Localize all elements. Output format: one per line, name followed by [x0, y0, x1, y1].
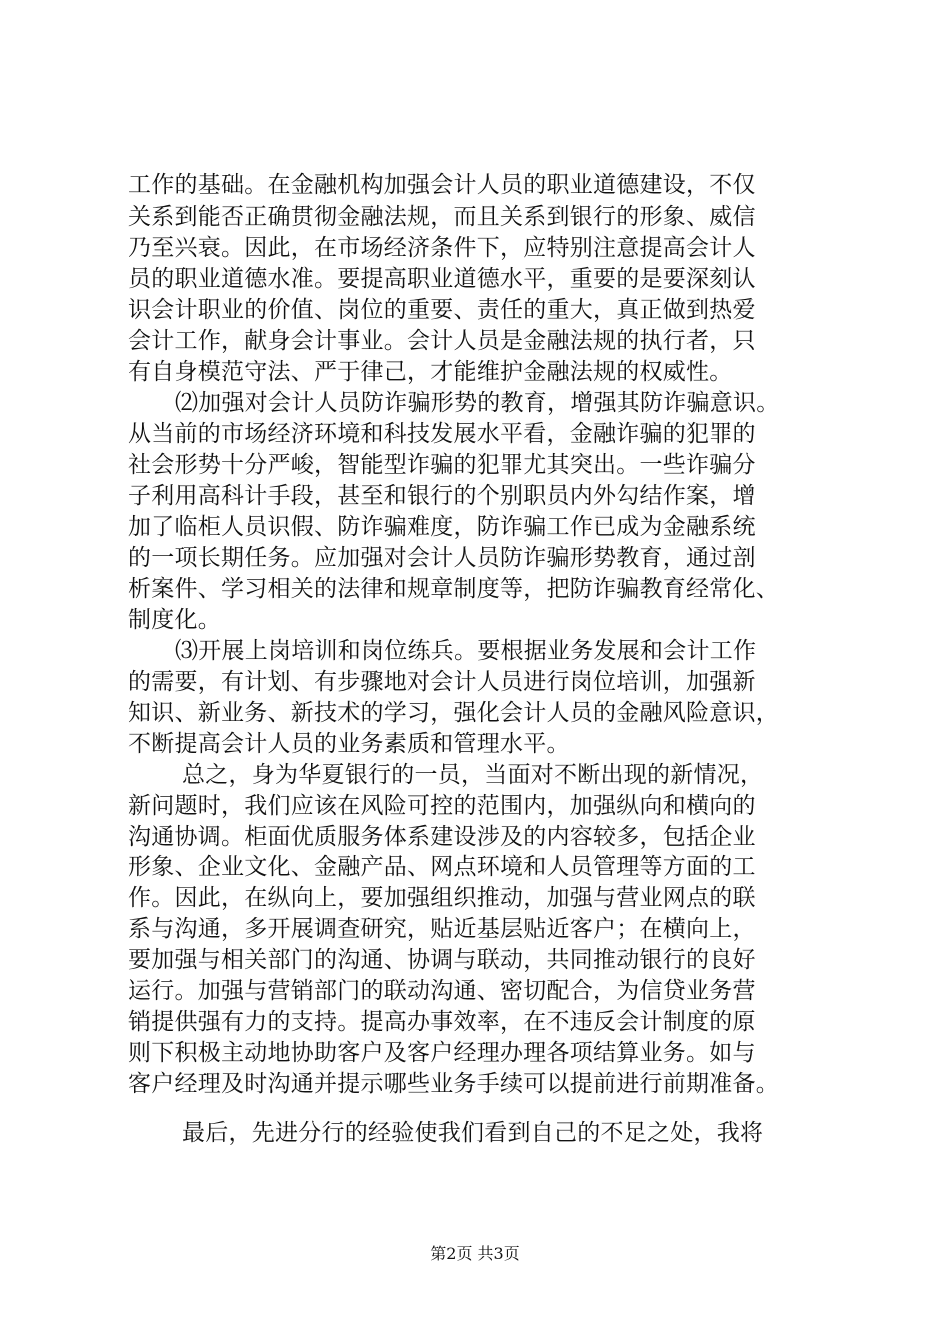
text-line: ⑵加强对会计人员防诈骗形势的教育，增强其防诈骗意识。	[175, 390, 780, 416]
text-line: 形象、企业文化、金融产品、网点环境和人员管理等方面的工	[128, 854, 756, 880]
text-line: 的一项长期任务。应加强对会计人员防诈骗形势教育，通过剖	[128, 545, 756, 571]
text-line: 子利用高科计手段，甚至和银行的个别职员内外勾结作案，增	[128, 483, 756, 509]
text-line: ⑶开展上岗培训和岗位练兵。要根据业务发展和会计工作	[175, 638, 757, 664]
text-line: 最后，先进分行的经验使我们看到自己的不足之处，我将	[182, 1120, 764, 1146]
text-line: 系与沟通，多开展调查研究，贴近基层贴近客户；在横向上，	[128, 916, 756, 942]
text-line: 的需要，有计划、有步骤地对会计人员进行岗位培训，加强新	[128, 669, 756, 695]
text-line: 有自身模范守法、严于律己，才能维护金融法规的权威性。	[128, 359, 733, 385]
text-line: 作。因此，在纵向上，要加强组织推动，加强与营业网点的联	[128, 885, 756, 911]
text-line: 乃至兴衰。因此，在市场经济条件下，应特别注意提高会计人	[128, 235, 756, 261]
text-line: 制度化。	[128, 607, 221, 633]
text-line: 运行。加强与营销部门的联动沟通、密切配合，为信贷业务营	[128, 978, 756, 1004]
text-line: 识会计职业的价值、岗位的重要、责任的重大，真正做到热爱	[128, 297, 756, 323]
text-line: 销提供强有力的支持。提高办事效率，在不违反会计制度的原	[128, 1009, 756, 1035]
text-line: 加了临柜人员识假、防诈骗难度，防诈骗工作已成为金融系统	[128, 514, 756, 540]
text-line: 析案件、学习相关的法律和规章制度等，把防诈骗教育经常化、	[128, 576, 779, 602]
text-line: 会计工作，献身会计事业。会计人员是金融法规的执行者，只	[128, 328, 756, 354]
text-line: 从当前的市场经济环境和科技发展水平看，金融诈骗的犯罪的	[128, 421, 756, 447]
text-line: 客户经理及时沟通并提示哪些业务手续可以提前进行前期准备。	[128, 1071, 779, 1097]
text-line: 社会形势十分严峻，智能型诈骗的犯罪尤其突出。一些诈骗分	[128, 452, 756, 478]
text-line: 工作的基础。在金融机构加强会计人员的职业道德建设，不仅	[128, 172, 756, 198]
page-footer: 第2页 共3页	[430, 1244, 520, 1263]
text-line: 新问题时，我们应该在风险可控的范围内，加强纵向和横向的	[128, 793, 756, 819]
text-line: 总之，身为华夏银行的一员，当面对不断出现的新情况，	[182, 762, 764, 788]
text-line: 则下积极主动地协助客户及客户经理办理各项结算业务。如与	[128, 1040, 756, 1066]
text-line: 员的职业道德水准。要提高职业道德水平，重要的是要深刻认	[128, 266, 756, 292]
text-line: 要加强与相关部门的沟通、协调与联动，共同推动银行的良好	[128, 947, 756, 973]
text-line: 不断提高会计人员的业务素质和管理水平。	[128, 731, 570, 757]
text-line: 知识、新业务、新技术的学习，强化会计人员的金融风险意识，	[128, 700, 779, 726]
text-line: 沟通协调。柜面优质服务体系建设涉及的内容较多，包括企业	[128, 824, 756, 850]
text-line: 关系到能否正确贯彻金融法规，而且关系到银行的形象、威信	[128, 204, 756, 230]
